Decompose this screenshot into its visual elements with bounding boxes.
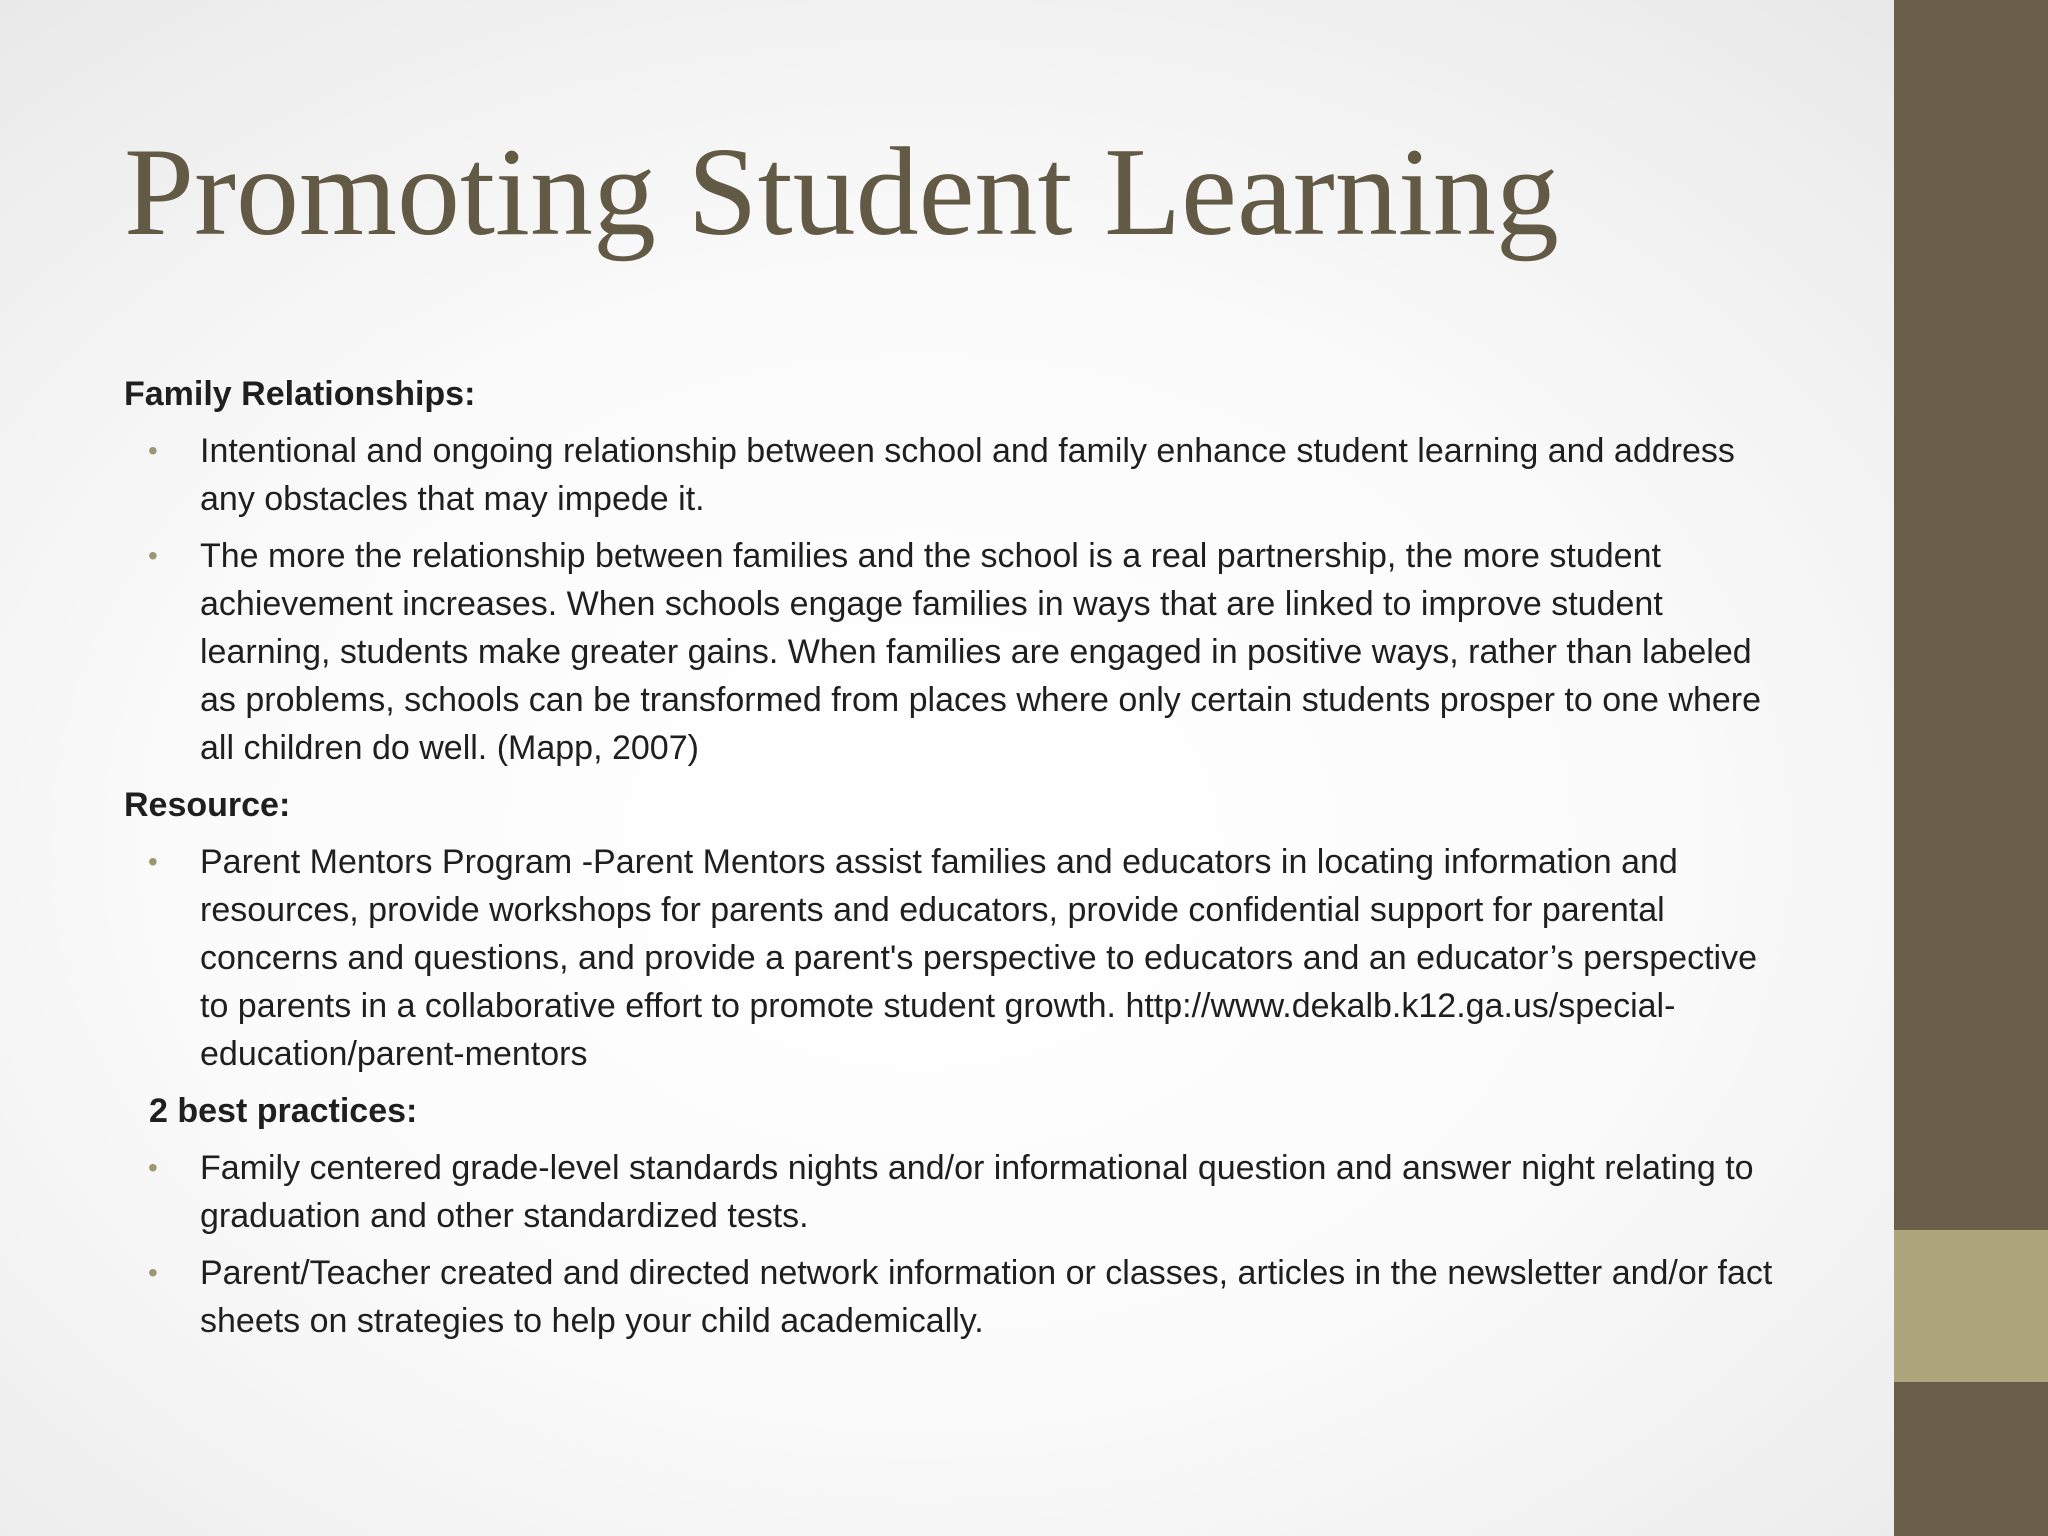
bullet-list-best-practices — [124, 1144, 1784, 1345]
right-accent-block — [1894, 1230, 2048, 1382]
bullet-item — [124, 1144, 1784, 1240]
bullet-text: The more the relationship between families and the school is a real partnership, the more student achievement increases. When schools engage families in ways that are linked to improve student learning, students make greater gains. When families are engaged in positive ways, rather than labeled as problems, schools can be transformed from places where only certain students prosper to one where all children do well. (Mapp, 2007) — [200, 537, 1762, 767]
bullet-list-family-relationships — [124, 427, 1784, 772]
slide-title: Promoting Student Learning — [124, 123, 1559, 262]
slide-content — [124, 370, 1784, 1354]
bullet-item — [124, 838, 1784, 1078]
bullet-text: Parent/Teacher created and directed network information or classes, articles in the newsletter and/or fact sheets on strategies to help your child academically. — [200, 1254, 1773, 1340]
bullet-list-resource — [124, 838, 1784, 1078]
bullet-item — [124, 532, 1784, 772]
bullet-icon: • — [148, 540, 158, 571]
bullet-item — [124, 427, 1784, 523]
bullet-icon: • — [148, 1152, 158, 1183]
bullet-icon: • — [148, 435, 158, 466]
bullet-text: Family centered grade-level standards nights and/or informational question and answer night relating to graduation and other standardized tests. — [200, 1149, 1754, 1235]
section-heading-family-relationships: Family Relationships: — [124, 375, 476, 413]
section-heading-best-practices: 2 best practices: — [149, 1092, 418, 1130]
bullet-item — [124, 1249, 1784, 1345]
bullet-icon: • — [148, 1257, 158, 1288]
bullet-text: Intentional and ongoing relationship between school and family enhance student learning and address any obstacles that may impede it. — [200, 432, 1735, 518]
bullet-icon: • — [148, 846, 158, 877]
bullet-text: Parent Mentors Program -Parent Mentors assist families and educators in locating information and resources, provide workshops for parents and educators, provide confidential support for parental concerns and questions, and provide a parent's perspective to educators and an educator’s perspective to parents in a collaborative effort to promote student growth. http://www.dekalb.k12.ga.us/special-education/parent-mentors — [200, 843, 1757, 1073]
section-heading-resource: Resource: — [124, 786, 291, 824]
